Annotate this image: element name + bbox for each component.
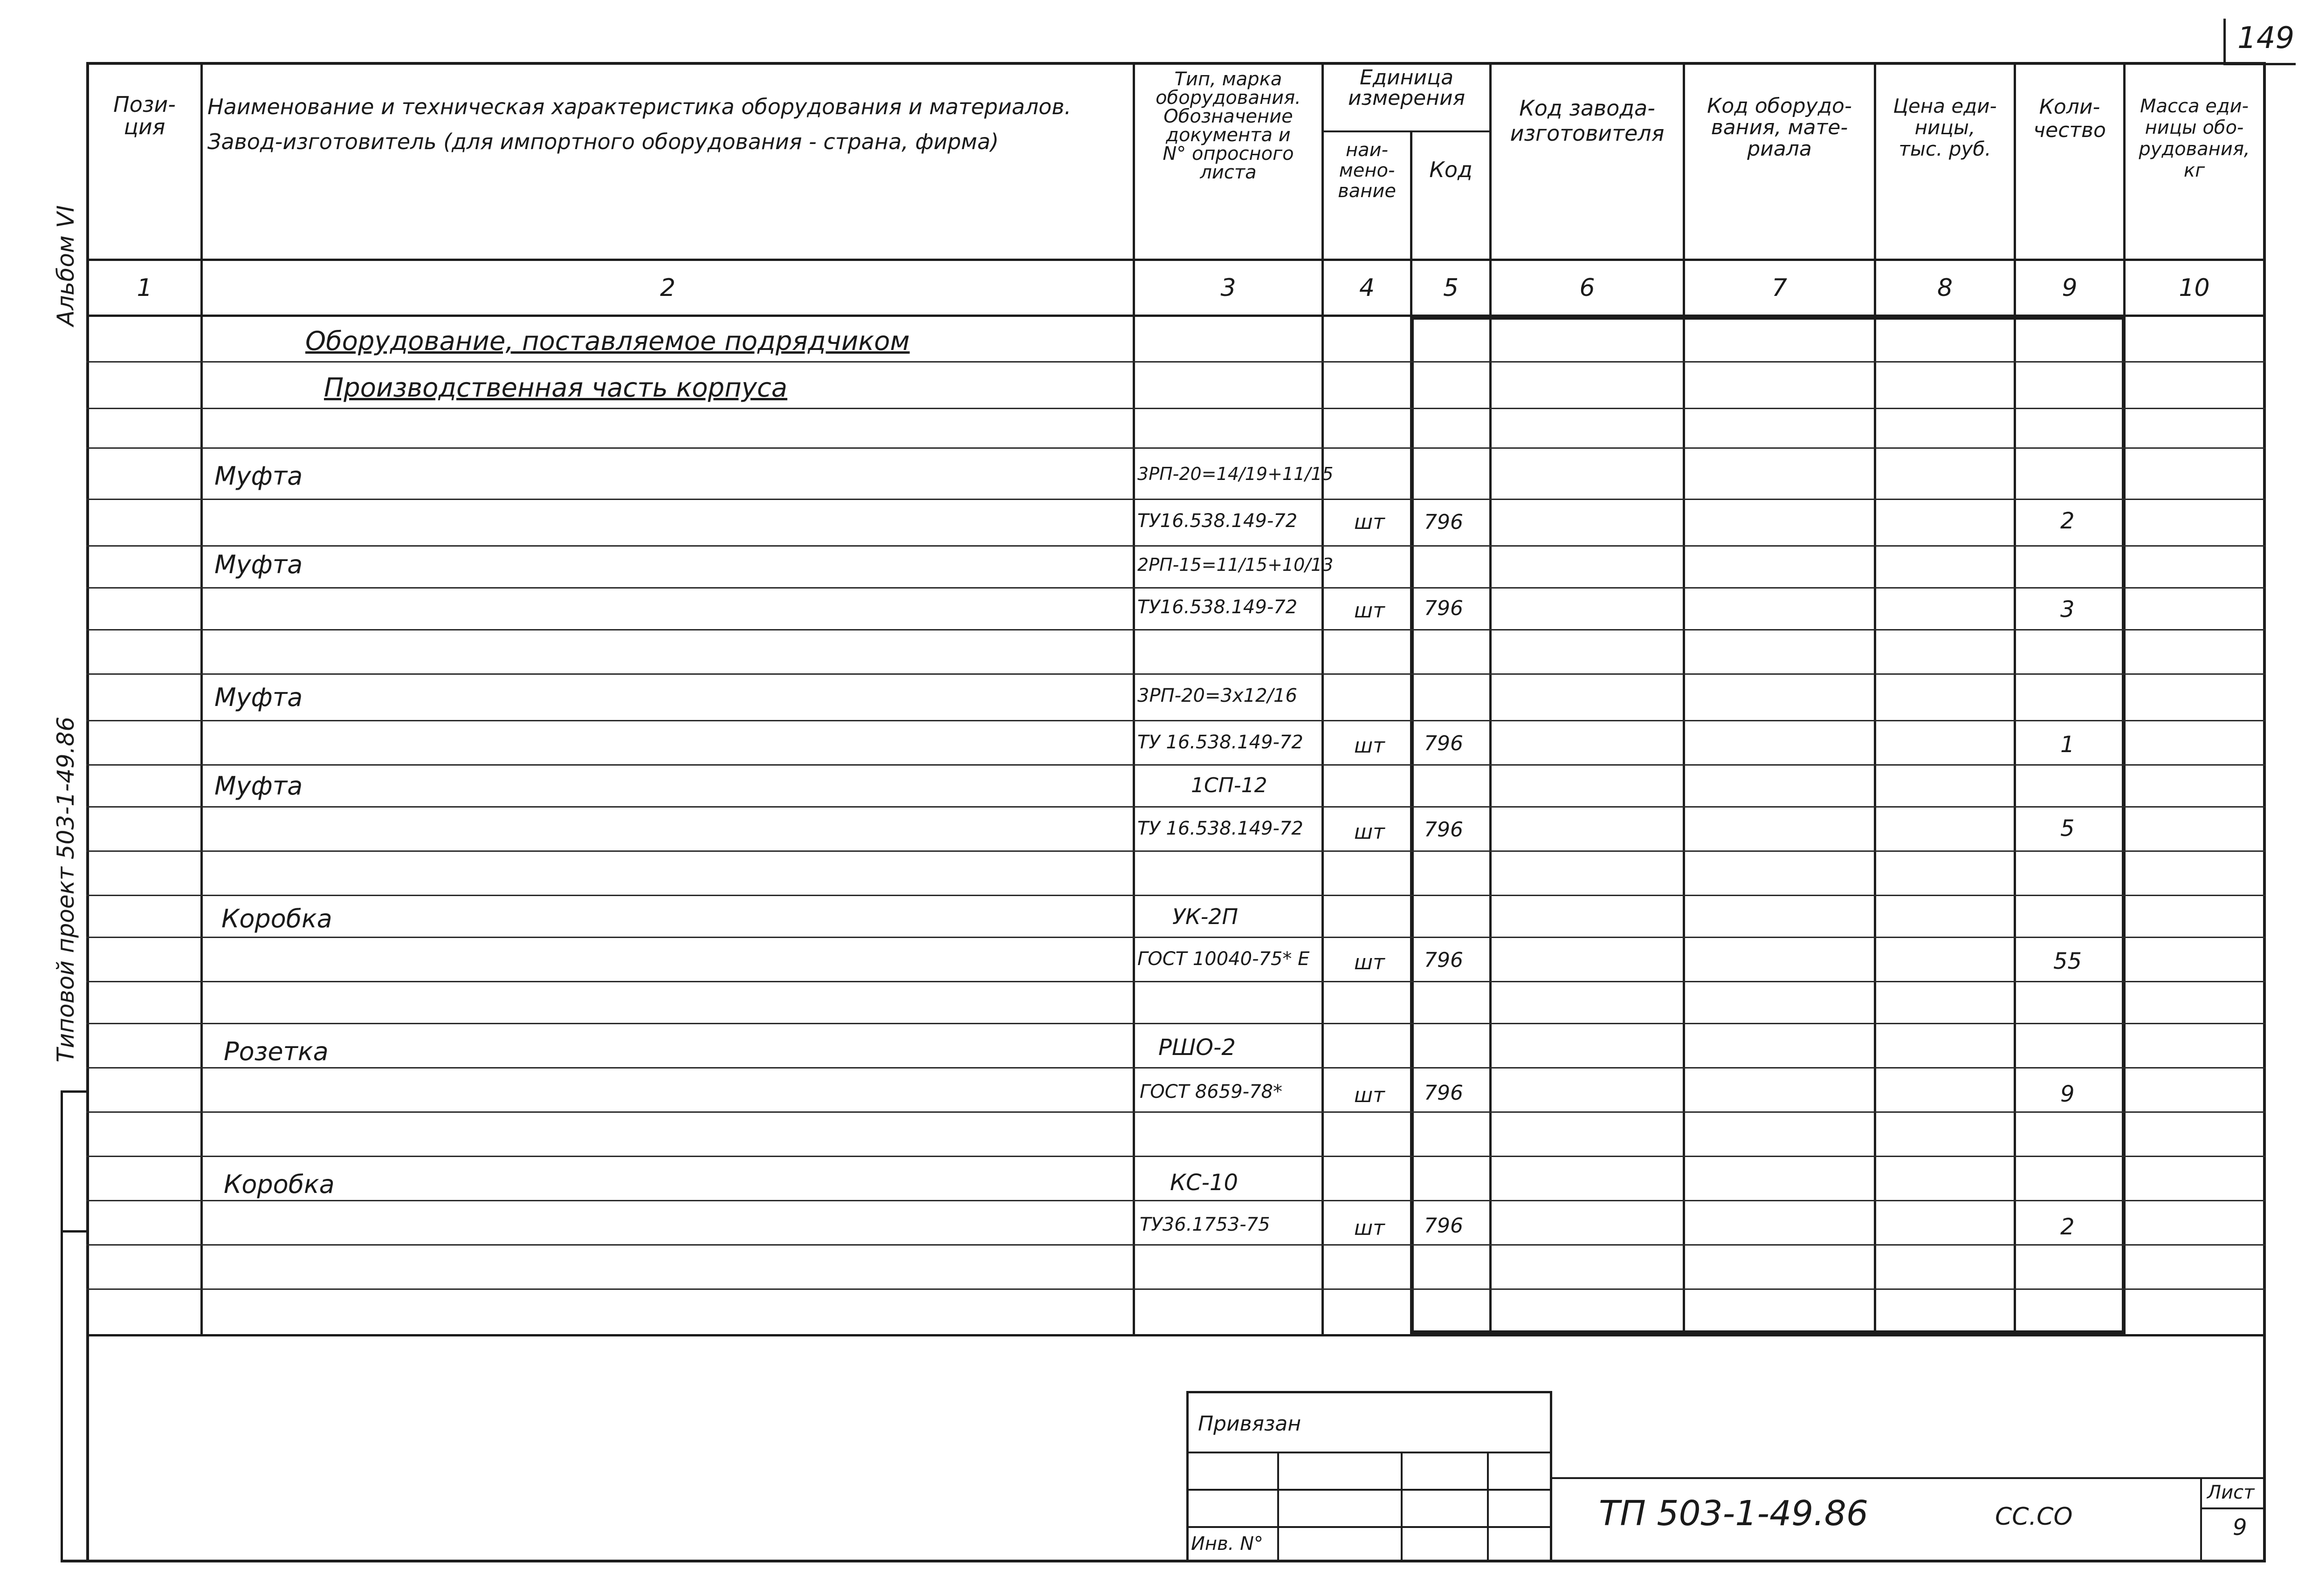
item-code: 796 — [1424, 510, 1463, 534]
item-doc: ТУ 16.538.149-72 — [1137, 732, 1303, 753]
item-code: 796 — [1424, 596, 1463, 620]
stamp-linked-hline3 — [1186, 1526, 1552, 1528]
header-equipment-code: Код оборудо- вания, мате- риала — [1707, 94, 1852, 161]
header-mass: Масса еди- ницы обо- рудования, кг — [2139, 96, 2250, 181]
stamp-designation: ТП 503-1-49.86 — [1599, 1493, 1868, 1534]
row-line — [86, 981, 2265, 982]
stamp-inv-label: Инв. N° — [1191, 1533, 1263, 1555]
stamp-linked-vline2 — [1401, 1452, 1403, 1561]
item-name: Муфта — [214, 461, 303, 491]
item-qty: 5 — [2060, 815, 2075, 842]
row-line — [86, 1111, 2265, 1113]
col-line-2 — [1133, 62, 1135, 1336]
item-type: 3РП-20=14/19+11/15 — [1137, 464, 1334, 484]
item-doc: ГОСТ 10040-75* Е — [1137, 948, 1310, 970]
row-line — [86, 1244, 2265, 1246]
stamp-linked-vline3 — [1487, 1452, 1489, 1561]
row-line — [86, 447, 2265, 449]
item-unit: шт — [1354, 734, 1385, 758]
item-unit: шт — [1354, 951, 1385, 974]
row-line — [86, 764, 2265, 766]
row-line — [86, 937, 2265, 938]
item-type: 2РП-15=11/15+10/13 — [1137, 555, 1334, 575]
row-line — [86, 408, 2265, 409]
item-doc: ТУ36.1753-75 — [1140, 1214, 1270, 1235]
colnum-1: 1 — [137, 274, 152, 302]
item-type: КС-10 — [1170, 1170, 1238, 1196]
row-line — [86, 587, 2265, 589]
header-name-line1: Наименование и техническая характеристика оборудования и материалов. — [207, 94, 1071, 119]
item-doc: ГОСТ 8659-78* — [1140, 1081, 1282, 1103]
item-code: 796 — [1424, 732, 1463, 755]
stamp-designation-top — [1552, 1477, 2265, 1479]
item-doc: ТУ16.538.149-72 — [1137, 510, 1298, 532]
col-line-3 — [1321, 62, 1324, 1336]
item-code: 796 — [1424, 818, 1463, 842]
row-line — [86, 1067, 2265, 1069]
row-line — [86, 545, 2265, 547]
row-line — [86, 499, 2265, 500]
row-line — [86, 720, 2265, 721]
header-name-line2: Завод-изготовитель (для импортного оборудования - страна, фирма) — [207, 129, 999, 154]
item-unit: шт — [1354, 599, 1385, 623]
stamp-sheet-label: Лист — [2207, 1482, 2255, 1503]
bold-box — [1410, 316, 2126, 1334]
colnum-4: 4 — [1359, 274, 1375, 302]
item-qty: 3 — [2060, 596, 2075, 623]
header-units: Единица измерения — [1348, 66, 1466, 110]
item-unit: шт — [1354, 1083, 1385, 1107]
stamp-sheet-value: 9 — [2233, 1514, 2247, 1541]
row-line — [86, 850, 2265, 852]
header-position: Пози- ция — [113, 92, 176, 139]
frame-right — [2263, 62, 2266, 1562]
header-factory-code: Код завода- изготовителя — [1510, 96, 1665, 146]
item-unit: шт — [1354, 1216, 1385, 1240]
header-type: Тип, марка оборудования. Обозначение документа и N° опросного листа — [1156, 68, 1301, 183]
row-line — [86, 673, 2265, 675]
stamp-linked-label: Привязан — [1198, 1412, 1301, 1436]
item-unit: шт — [1354, 820, 1385, 844]
section-title-main: Оборудование, поставляемое подрядчиком — [305, 326, 910, 356]
item-name: Коробка — [224, 1170, 335, 1199]
colnum-bottom — [86, 315, 2265, 317]
stamp-sheet-hline — [2200, 1507, 2265, 1509]
row-line — [86, 1200, 2265, 1201]
row-line — [86, 1023, 2265, 1024]
colnum-3: 3 — [1220, 274, 1236, 302]
item-type: РШО-2 — [1158, 1034, 1236, 1061]
colnum-2: 2 — [660, 274, 676, 302]
stamp-sheet-vline — [2200, 1477, 2202, 1561]
row-line — [86, 895, 2265, 896]
header-unit-name: наи- мено- вание — [1338, 139, 1396, 202]
item-doc: ТУ 16.538.149-72 — [1137, 818, 1303, 839]
item-name: Муфта — [214, 771, 303, 801]
row-line — [86, 1156, 2265, 1157]
header-quantity: Коли- чество — [2033, 95, 2106, 142]
colnum-10: 10 — [2179, 274, 2210, 302]
item-name: Муфта — [214, 683, 303, 712]
item-type: УК-2П — [1172, 904, 1239, 929]
item-code: 796 — [1424, 948, 1463, 972]
sheet-number: 149 — [2237, 21, 2295, 55]
header-unit-code: Код — [1429, 157, 1473, 182]
colnum-9: 9 — [2062, 274, 2078, 302]
item-qty: 9 — [2060, 1081, 2075, 1107]
table-bottom — [86, 1334, 2265, 1336]
units-divider — [1321, 130, 1492, 132]
header-price: Цена еди- ницы, тыс. руб. — [1893, 95, 1997, 160]
item-qty: 1 — [2060, 732, 2075, 758]
frame-bottom — [61, 1560, 2265, 1562]
item-qty: 2 — [2060, 1214, 2075, 1240]
stamp-mark: СС.СО — [1995, 1503, 2073, 1531]
frame-top — [86, 62, 2265, 65]
margin-strip-left — [61, 1090, 63, 1561]
colnum-7: 7 — [1771, 274, 1788, 302]
item-unit: шт — [1354, 510, 1385, 534]
margin-strip-top — [61, 1090, 89, 1093]
item-type: 1СП-12 — [1191, 774, 1267, 797]
row-line — [86, 629, 2265, 630]
project-label: Типовой проект 503-1-49.86 — [52, 716, 79, 1062]
col-line-1 — [200, 62, 203, 1336]
stamp-linked-hline2 — [1186, 1489, 1552, 1491]
section-title-sub: Производственная часть корпуса — [324, 373, 788, 403]
row-line — [86, 361, 2265, 363]
item-doc: ТУ16.538.149-72 — [1137, 596, 1298, 618]
item-name: Муфта — [214, 550, 303, 579]
stamp-linked-vline1 — [1277, 1452, 1279, 1561]
item-qty: 55 — [2053, 948, 2082, 974]
item-name: Розетка — [224, 1037, 329, 1066]
colnum-5: 5 — [1443, 274, 1459, 302]
item-code: 796 — [1424, 1081, 1463, 1105]
margin-strip-mid — [61, 1230, 89, 1233]
item-code: 796 — [1424, 1214, 1463, 1238]
row-line — [86, 1288, 2265, 1290]
colnum-6: 6 — [1579, 274, 1595, 302]
stamp-linked-hline1 — [1186, 1452, 1552, 1453]
album-label: Альбом VI — [52, 205, 79, 326]
row-line — [86, 806, 2265, 808]
item-qty: 2 — [2060, 508, 2075, 534]
item-name: Коробка — [221, 904, 332, 933]
item-type: 3РП-20=3х12/16 — [1137, 685, 1297, 706]
colnum-8: 8 — [1937, 274, 1953, 302]
